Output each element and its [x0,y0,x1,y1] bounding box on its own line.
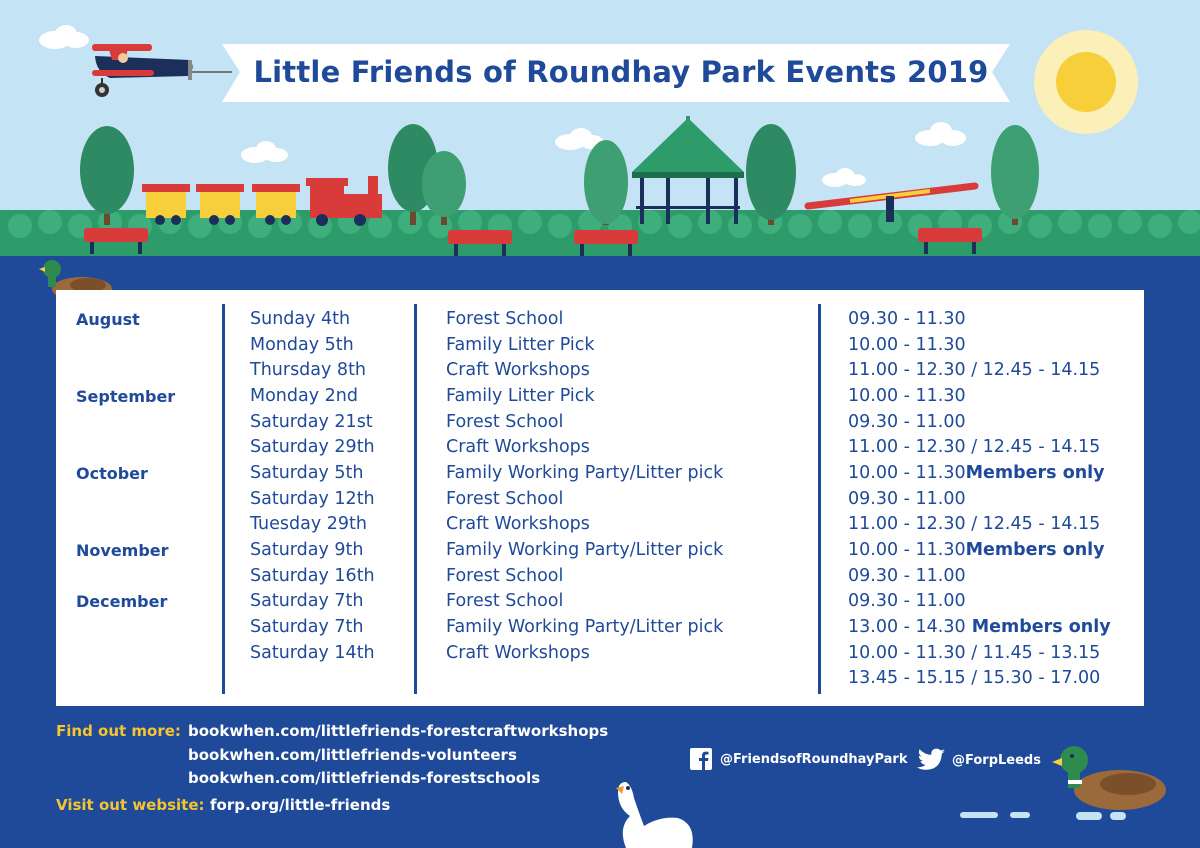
twitter-icon [916,748,946,772]
event-cell: Craft Workshops [446,643,590,663]
month-label: November [76,541,169,560]
time-cell: 09.30 - 11.00 [848,412,966,432]
time-cell: 10.00 - 11.30Members only [848,540,1105,560]
duck-icon [1040,740,1170,822]
month-label: August [76,310,140,329]
members-only-note: Members only [965,540,1105,560]
table-row [56,668,1144,693]
date-cell: Tuesday 29th [250,514,367,534]
table-row [56,463,1144,488]
bookwhen-forestschools-link[interactable]: bookwhen.com/littlefriends-forestschools [188,769,541,787]
table-row [56,617,1144,642]
time-cell: 09.30 - 11.00 [848,566,966,586]
event-cell: Craft Workshops [446,437,590,457]
find-out-more-label: Find out more: [56,722,181,740]
website-label: Visit out website: [56,796,205,814]
time-cell: 09.30 - 11.00 [848,591,966,611]
event-cell: Forest School [446,412,564,432]
event-cell: Family Litter Pick [446,335,595,355]
sun-icon [1034,30,1138,134]
date-cell: Saturday 9th [250,540,364,560]
time-cell: 10.00 - 11.30 [848,386,966,406]
facebook-handle: @FriendsofRoundhayPark [720,751,908,767]
event-cell: Forest School [446,591,564,611]
date-cell: Thursday 8th [250,360,367,380]
table-row [56,566,1144,591]
table-row [56,514,1144,539]
event-cell: Craft Workshops [446,360,590,380]
twitter-handle: @ForpLeeds [952,752,1041,768]
table-row [56,309,1144,334]
date-cell: Saturday 7th [250,617,364,637]
park-illustration [0,0,1200,260]
table-row [56,540,1144,565]
title-banner [232,42,1010,102]
date-cell: Sunday 4th [250,309,351,329]
event-cell: Forest School [446,309,564,329]
time-cell: 11.00 - 12.30 / 12.45 - 14.15 [848,437,1101,457]
website-link[interactable]: forp.org/little-friends [210,796,391,814]
event-cell: Forest School [446,489,564,509]
water-ripple [960,812,998,818]
date-cell: Saturday 5th [250,463,364,483]
event-cell: Family Litter Pick [446,386,595,406]
date-cell: Saturday 7th [250,591,364,611]
table-row [56,335,1144,360]
date-cell: Monday 2nd [250,386,358,406]
date-cell: Saturday 16th [250,566,375,586]
date-cell: Saturday 21st [250,412,373,432]
event-cell: Craft Workshops [446,514,590,534]
water-ripple [1010,812,1030,818]
month-label: October [76,464,148,483]
time-cell: 10.00 - 11.30 [848,335,966,355]
table-row [56,643,1144,668]
month-label: September [76,387,176,406]
table-row [56,489,1144,514]
members-only-note: Members only [965,463,1105,483]
swan-icon [604,768,696,848]
event-cell: Family Working Party/Litter pick [446,540,724,560]
facebook-link[interactable] [690,748,907,770]
facebook-icon [690,748,712,770]
time-cell: 09.30 - 11.30 [848,309,966,329]
date-cell: Saturday 12th [250,489,375,509]
time-cell: 13.00 - 14.30 Members only [848,617,1111,637]
page-title: Little Friends of Roundhay Park Events 2019 [253,55,989,89]
month-label: December [76,592,168,611]
table-row [56,591,1144,616]
date-cell: Saturday 14th [250,643,375,663]
time-cell: 11.00 - 12.30 / 12.45 - 14.15 [848,360,1101,380]
twitter-link[interactable] [916,748,1041,772]
members-only-note: Members only [965,617,1111,637]
bookwhen-volunteers-link[interactable]: bookwhen.com/littlefriends-volunteers [188,746,517,764]
table-row [56,386,1144,411]
event-cell: Family Working Party/Litter pick [446,617,724,637]
events-table [56,290,1144,706]
time-cell: 10.00 - 11.30 / 11.45 - 13.15 [848,643,1101,663]
time-cell: 10.00 - 11.30Members only [848,463,1105,483]
event-cell: Family Working Party/Litter pick [446,463,724,483]
time-cell: 13.45 - 15.15 / 15.30 - 17.00 [848,668,1101,688]
date-cell: Monday 5th [250,335,354,355]
table-row [56,412,1144,437]
date-cell: Saturday 29th [250,437,375,457]
table-row [56,437,1144,462]
event-cell: Forest School [446,566,564,586]
bookwhen-workshops-link[interactable]: bookwhen.com/littlefriends-forestcraftworkshops [188,722,609,740]
time-cell: 09.30 - 11.00 [848,489,966,509]
time-cell: 11.00 - 12.30 / 12.45 - 14.15 [848,514,1101,534]
table-row [56,360,1144,385]
